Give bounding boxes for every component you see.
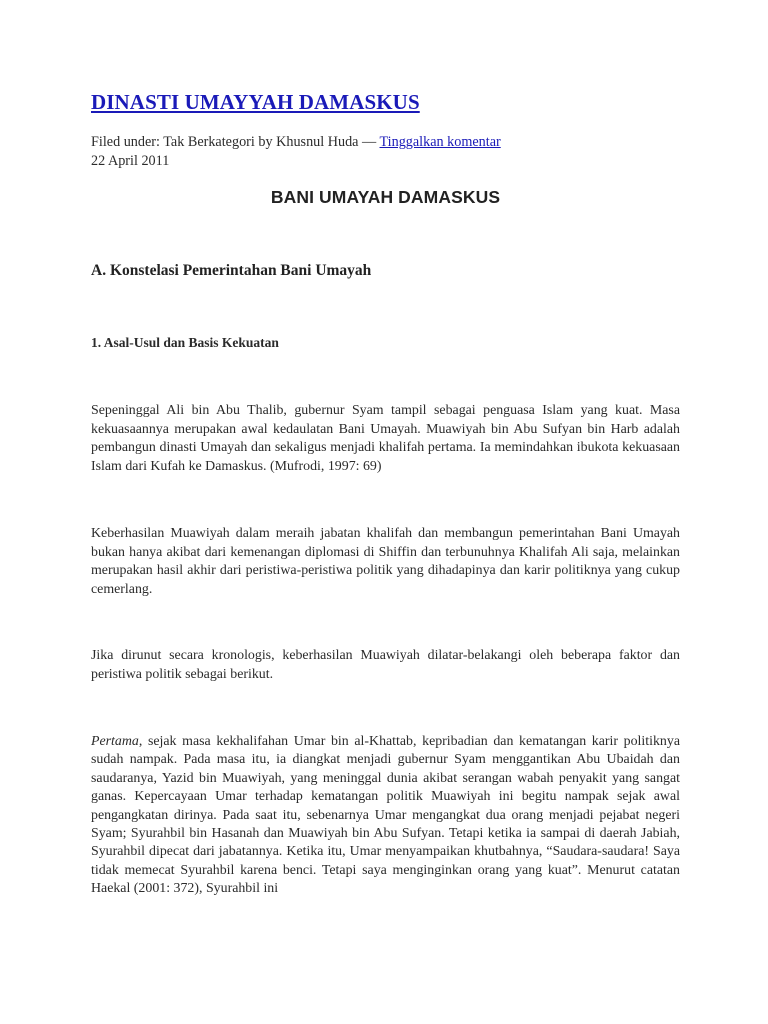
paragraph-2: Keberhasilan Muawiyah dalam meraih jabatan khalifah dan membangun pemerintahan Bani Umayah bukan hanya akibat dari kemenangan diplomasi di Shiffin dan terbunuhnya Khalifah Ali saja, melainkan merupakan hasil akhir dari peristiwa-peristiwa politik yang dihadapinya dan karir politiknya yang cukup cemerlang. <box>91 526 680 597</box>
post-date: 22 April 2011 <box>91 153 170 169</box>
paragraph-4-text: , sejak masa kekhalifahan Umar bin al-Khattab, kepribadian dan kematangan karir politiknya sudah nampak. Pada masa itu, ia diangkat menjadi gubernur Syam menggantikan Abu Ubaidah dan saudaranya, Yazid bin Muawiyah, yang meninggal dunia akibat serangan wabah penyakit yang sangat ganas. Kepercayaan Umar terhadap kematangan politik Muawiyah ini begitu nampak sejak awal pengangkatan dirinya. Pada saat itu, sebenarnya Umar mengangkat dua orang menjadi pejabat negeri Syam; Syurahbil bin Hasanah dan Muawiyah bin Abu Sufyan. Tetapi ketika ia sampai di daerah Jabiah, Syurahbil dipecat dari jabatannya. Ketika itu, Umar menyampaikan khutbahnya, “Saudara-saudara! Saya tidak memecat Syurahbil karena benci. Tetapi saya menginginkan orang yang kuat”. Menurut catatan Haekal (2001: 372), Syurahbil ini <box>91 734 680 897</box>
post-meta <box>91 133 501 171</box>
paragraph-4 <box>91 733 680 899</box>
section-heading-a: A. Konstelasi Pemerintahan Bani Umayah <box>91 262 372 279</box>
document-heading: BANI UMAYAH DAMASKUS <box>270 187 501 207</box>
filed-under-text: Filed under: Tak Berkategori by Khusnul Huda — <box>91 134 380 150</box>
paragraph-3: Jika dirunut secara kronologis, keberhasilan Muawiyah dilatar-belakangi oleh beberapa faktor dan peristiwa politik sebagai berikut. <box>91 648 680 682</box>
italic-lead-word: Pertama <box>91 734 139 749</box>
subsection-heading-1: 1. Asal-Usul dan Basis Kekuatan <box>91 335 279 350</box>
paragraph-1: Sepeninggal Ali bin Abu Thalib, gubernur Syam tampil sebagai penguasa Islam yang kuat. Masa kekuasaannya merupakan awal kedaulatan Bani Umayah. Muawiyah bin Abu Sufyan bin Harb adalah pembangun dinasti Umayah dan sekaligus menjadi khalifah pertama. Ia memindahkan ibukota kekuasaan Islam dari Kufah ke Damaskus. (Mufrodi, 1997: 69) <box>91 403 680 474</box>
post-title-link[interactable]: DINASTI UMAYYAH DAMASKUS <box>91 90 420 114</box>
leave-comment-link[interactable]: Tinggalkan komentar <box>379 134 501 150</box>
